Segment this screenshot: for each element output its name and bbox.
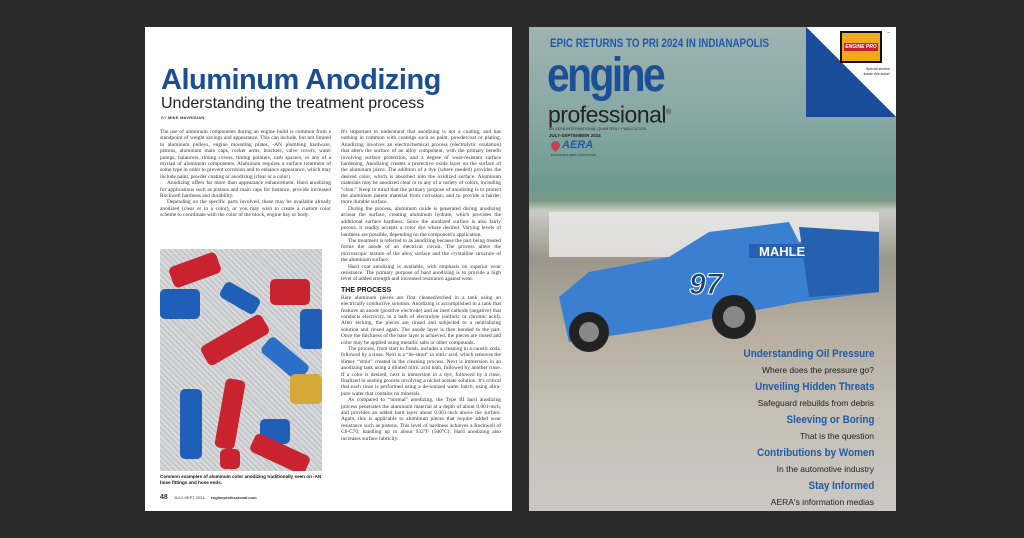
teaser-subtitle: Where does the pressure go? bbox=[762, 365, 874, 375]
article-column-2 bbox=[341, 129, 501, 442]
masthead-professional-text: professional bbox=[548, 101, 667, 128]
article-subtitle: Understanding the treatment process bbox=[161, 95, 425, 112]
byline-prefix: BY bbox=[161, 115, 167, 120]
teaser-title: Sleeving or Boring bbox=[785, 414, 874, 426]
section-heading: THE PROCESS bbox=[341, 286, 392, 294]
teaser-title: Understanding Oil Pressure bbox=[743, 348, 874, 360]
trademark: ™ bbox=[887, 31, 890, 35]
footer-website: engineprofessional.com bbox=[210, 495, 257, 500]
aera-subtitle: ENGINE BUILDERS ASSOCIATION bbox=[551, 153, 597, 157]
page-number: 48 bbox=[160, 494, 168, 501]
teaser-title: Stay Informed bbox=[807, 480, 874, 492]
masthead-professional bbox=[548, 100, 671, 128]
cover-issue-date: JULY-SEPTEMBER 2024 bbox=[549, 133, 601, 138]
teaser bbox=[729, 414, 874, 444]
article-title: Aluminum Anodizing bbox=[161, 64, 441, 96]
paragraph: The use of aluminum components during an engine build is common from a standpoint of weight savings and appearance. This can include, but not limited to aluminum pulleys, engine mounting plates, -AN plumbing hardware, pistons, aluminum main caps, rocker arms, brackets, valve covers, water pumps, balancers, timing covers, timing pointers, carb spacers, or any of a myriad of aluminum components. Aluminum requires a surface treatment of some type in order to prevent corrosion and to enhance appearance, which may include paint, powder coating or anodizing (clear or a color). bbox=[160, 129, 331, 180]
car-sponsor: MAHLE bbox=[759, 244, 806, 259]
magazine-cover bbox=[529, 27, 896, 511]
byline bbox=[161, 115, 205, 120]
article-page bbox=[145, 27, 512, 511]
paragraph: Hard coat anodizing is available, with emphasis on superior wear resistance. The primary purpose of hard anodizing is to provide a high level of added strength and increased resistance against wear. bbox=[341, 263, 501, 283]
engine-pro-logo bbox=[840, 31, 882, 63]
paragraph: Anodizing offers far more than appearance enhancement. Hard anodizing for applications such as pistons and main caps for instance, provide increased Rockwell hardness and durability. bbox=[160, 180, 331, 200]
teaser-subtitle: That is the question bbox=[799, 431, 874, 441]
masthead-engine: engine bbox=[547, 49, 664, 102]
paragraph: Depending on the specific parts involved, these may be available already anodized (clear or in a color), or you may wish to create a custom color scheme to coordinate with the color of the block, engine bay or body. bbox=[160, 199, 331, 219]
teaser bbox=[729, 447, 874, 477]
teaser-title: Contributions by Women bbox=[756, 447, 874, 459]
teaser-subtitle: AERA's information medias bbox=[770, 497, 874, 507]
paragraph: It's important to understand that anodizing is not a coating, and has nothing in common with coatings such as paint, powdercoat or plating. Anodizing involves an electrochemical process (electrolytic oxidation) that alters the surface of an alloy component, with the primary benefit involving surface protection, and a degree of wear-resistant surface hardening. Anodizing creates a protective oxide layer on the surface of the aluminum piece. The addition of a dye (where needed) provides the desired color, which is absorbed into the oxidized surface. Aluminum materials may be anodized clear or in any of a variety of colors, including “clear.” Keep in mind that the primary purpose of anodizing is to protect the aluminum parent material from corrosion, and to provide a harder, more durable surface. bbox=[341, 129, 501, 206]
teaser bbox=[729, 348, 874, 378]
paragraph: The treatment is referred to as anodizing because the part being treated forms the anode of an electrical circuit. The process alters the microscopic texture of the alloy surface and the crystalline structure of the aluminum surface. bbox=[341, 237, 501, 264]
photo-caption: Common examples of aluminum color anodizing traditionally seen on -AN hose fittings and hose ends. bbox=[160, 474, 322, 485]
teaser-subtitle: In the automotive industry bbox=[776, 464, 874, 474]
teaser bbox=[729, 480, 874, 510]
aera-logo bbox=[551, 139, 593, 151]
cover-headline: EPIC RETURNS TO PRI 2024 IN INDIANAPOLIS bbox=[550, 36, 770, 50]
paragraph: As compared to “normal” anodizing, the Type III hard anodizing process penetrates the aluminum material at a depth of about 0.001-inch, and provides an added hard layer about 0.001-inch above the surface. Again, this is applicable to aluminum pieces that require added wear resistance such as pistons. This level of hardness achieves a Rockwell of C6-C70, handling up to about 932°F (500°C). Hard anodizing also increases surface lubricity. bbox=[341, 397, 501, 442]
anodized-fittings-photo bbox=[160, 249, 322, 471]
paragraph: Bare aluminum pieces are first cleaned/etched in a tank using an electrically conductive solution. Anodizing is accomplished in a tank that features an anode (positive electrode) and an inert cathode (negative) that conducts electricity, in a bath of electrolyte (sulfuric or chromic acid). After etching, the pieces are rinsed and subjected to a neutralizing solution and rinsed again. The anode layer is then bonded to the part. Once the thickness of the base layer is achieved, the pieces are rinsed and color may be applied using metallic salts or other compounds. bbox=[341, 294, 501, 346]
teaser-title: Unveiling Hidden Threats bbox=[754, 381, 874, 393]
car-number: 97 bbox=[689, 268, 723, 301]
footer-issue: JULY-SEPT 2024 bbox=[173, 495, 205, 500]
publication-line: AN AERA INTERNATIONAL QUARTERLY PUBLICATION bbox=[549, 127, 647, 131]
aera-heart-icon bbox=[549, 139, 562, 152]
author: MIKE MAVRIGIAN bbox=[167, 115, 205, 120]
special-section-note: Special section inside this issue! bbox=[863, 67, 890, 76]
paragraph: The process, from start to finish, includes a cleaning in a caustic soda, followed by a rinse. Next is a “de-smut” in nitric acid, which removes the slimey “smut” created in the cleaning process. Next is immersion in an anodizing tank using a diluted nitric acid bath, followed by another rinse. If a color is desired, next is immersion in a dye, followed by a rinse, finalized in sealing process involving a nickel acetate solution. It's critical that each rinse is performed using a de-ionized water batch, using ultra-pure water that contains no minerals. bbox=[341, 346, 501, 397]
aera-logo-text: AERA bbox=[562, 139, 594, 151]
page-footer bbox=[160, 494, 257, 501]
article-column-1 bbox=[160, 129, 331, 219]
cover-teasers bbox=[729, 348, 874, 511]
paragraph: During the process, aluminum oxide is generated during anodizing at/near the surface, creating aluminum hydrate, which provides the additional surface hardness. Since the anodized surface is also fairly porous, it readily accepts a color dye where desired. Varying levels of hardness are possible, depending on the component's application. bbox=[341, 205, 501, 238]
engine-pro-logo-text: ENGINE PRO bbox=[845, 44, 877, 50]
registered-mark: ® bbox=[666, 109, 671, 116]
teaser bbox=[729, 381, 874, 411]
race-car-image bbox=[549, 202, 879, 352]
teaser-subtitle: Safeguard rebuilds from debris bbox=[757, 398, 874, 408]
